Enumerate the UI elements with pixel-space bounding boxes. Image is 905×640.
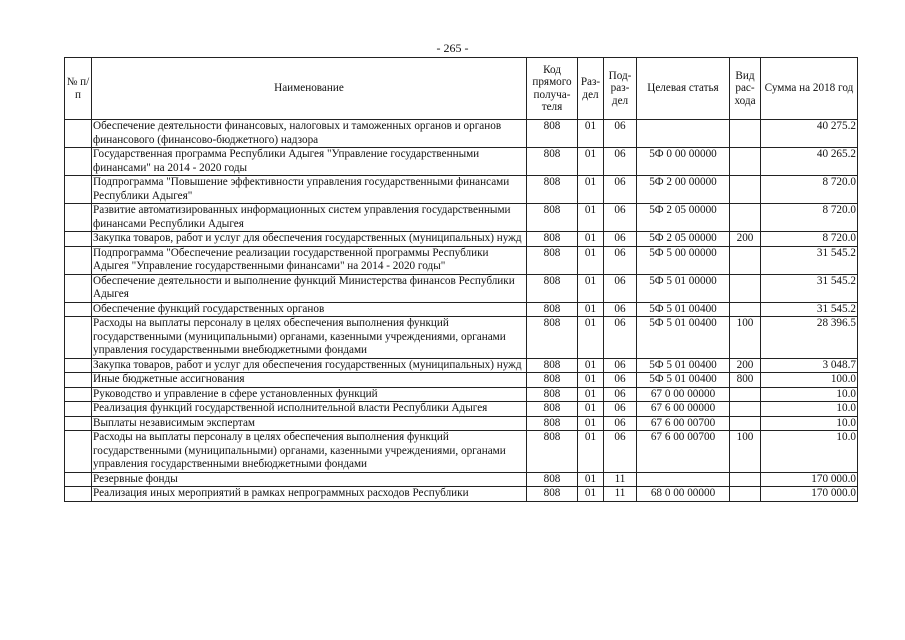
table-row <box>65 472 858 487</box>
cell-num <box>65 431 92 473</box>
cell-section: 01 <box>578 472 604 487</box>
header-amount: Сумма на 2018 год <box>761 58 858 120</box>
cell-subsection: 06 <box>604 431 637 473</box>
cell-section: 01 <box>578 302 604 317</box>
cell-expense: 800 <box>730 373 761 388</box>
cell-expense <box>730 472 761 487</box>
cell-expense: 200 <box>730 358 761 373</box>
cell-target: 5Ф 5 01 00400 <box>637 317 730 359</box>
cell-code: 808 <box>527 246 578 274</box>
cell-subsection: 06 <box>604 176 637 204</box>
cell-amount: 8 720.0 <box>761 176 858 204</box>
header-subsection: Под-раз-дел <box>604 58 637 120</box>
cell-subsection: 06 <box>604 317 637 359</box>
cell-num <box>65 246 92 274</box>
cell-amount: 40 275.2 <box>761 120 858 148</box>
cell-name: Закупка товаров, работ и услуг для обеспечения государственных (муниципальных) нужд <box>92 358 527 373</box>
cell-amount: 31 545.2 <box>761 246 858 274</box>
cell-code: 808 <box>527 317 578 359</box>
cell-name: Расходы на выплаты персоналу в целях обеспечения выполнения функций государственными (муниципальными) органами, казенными учреждениями, органами управления государственными внебюджетными фондами <box>92 317 527 359</box>
cell-section: 01 <box>578 317 604 359</box>
cell-code: 808 <box>527 487 578 502</box>
cell-name: Реализация иных мероприятий в рамках непрограммных расходов Республики <box>92 487 527 502</box>
cell-target: 5Ф 5 01 00000 <box>637 274 730 302</box>
cell-code: 808 <box>527 274 578 302</box>
cell-subsection: 06 <box>604 274 637 302</box>
cell-expense <box>730 416 761 431</box>
table-body <box>65 120 858 502</box>
cell-subsection: 11 <box>604 487 637 502</box>
cell-code: 808 <box>527 120 578 148</box>
cell-name: Обеспечение функций государственных органов <box>92 302 527 317</box>
cell-subsection: 06 <box>604 148 637 176</box>
cell-name: Обеспечение деятельности финансовых, налоговых и таможенных органов и органов финансового (финансово-бюджетного) надзора <box>92 120 527 148</box>
table-row <box>65 148 858 176</box>
cell-expense <box>730 302 761 317</box>
cell-section: 01 <box>578 246 604 274</box>
page-number: - 265 - <box>436 41 469 55</box>
cell-subsection: 06 <box>604 232 637 247</box>
cell-amount: 8 720.0 <box>761 232 858 247</box>
cell-expense <box>730 204 761 232</box>
cell-expense <box>730 246 761 274</box>
header-num: № п/п <box>65 58 92 120</box>
table-row <box>65 358 858 373</box>
cell-name: Руководство и управление в сфере установленных функций <box>92 387 527 402</box>
cell-section: 01 <box>578 416 604 431</box>
cell-subsection: 06 <box>604 358 637 373</box>
cell-target: 5Ф 2 05 00000 <box>637 204 730 232</box>
cell-code: 808 <box>527 472 578 487</box>
header-name: Наименование <box>92 58 527 120</box>
cell-num <box>65 204 92 232</box>
cell-subsection: 06 <box>604 387 637 402</box>
table-row <box>65 302 858 317</box>
cell-num <box>65 487 92 502</box>
cell-name: Резервные фонды <box>92 472 527 487</box>
cell-amount: 10.0 <box>761 387 858 402</box>
cell-expense <box>730 387 761 402</box>
cell-code: 808 <box>527 358 578 373</box>
cell-section: 01 <box>578 232 604 247</box>
header-code: Код прямого получа-теля <box>527 58 578 120</box>
table-row <box>65 402 858 417</box>
cell-num <box>65 302 92 317</box>
cell-subsection: 06 <box>604 373 637 388</box>
cell-amount: 31 545.2 <box>761 274 858 302</box>
cell-name: Обеспечение деятельности и выполнение функций Министерства финансов Республики Адыгея <box>92 274 527 302</box>
cell-num <box>65 148 92 176</box>
cell-name: Подпрограмма "Повышение эффективности управления государственными финансами Республики Адыгея" <box>92 176 527 204</box>
cell-target: 5Ф 5 00 00000 <box>637 246 730 274</box>
cell-code: 808 <box>527 431 578 473</box>
cell-target: 5Ф 5 01 00400 <box>637 358 730 373</box>
header-target: Целевая статья <box>637 58 730 120</box>
cell-name: Закупка товаров, работ и услуг для обеспечения государственных (муниципальных) нужд <box>92 232 527 247</box>
table-row <box>65 246 858 274</box>
cell-name: Реализация функций государственной исполнительной власти Республики Адыгея <box>92 402 527 417</box>
cell-amount: 40 265.2 <box>761 148 858 176</box>
cell-target: 5Ф 0 00 00000 <box>637 148 730 176</box>
header-section: Раз-дел <box>578 58 604 120</box>
cell-amount: 31 545.2 <box>761 302 858 317</box>
header-expense: Вид рас-хода <box>730 58 761 120</box>
cell-expense: 100 <box>730 431 761 473</box>
cell-target: 5Ф 5 01 00400 <box>637 373 730 388</box>
cell-code: 808 <box>527 302 578 317</box>
table-row <box>65 204 858 232</box>
cell-code: 808 <box>527 416 578 431</box>
cell-code: 808 <box>527 204 578 232</box>
cell-section: 01 <box>578 148 604 176</box>
cell-subsection: 06 <box>604 204 637 232</box>
table-header-row <box>65 58 858 120</box>
cell-target <box>637 472 730 487</box>
cell-num <box>65 120 92 148</box>
cell-section: 01 <box>578 120 604 148</box>
cell-num <box>65 358 92 373</box>
cell-amount: 170 000.0 <box>761 472 858 487</box>
cell-code: 808 <box>527 148 578 176</box>
table-row <box>65 232 858 247</box>
cell-amount: 10.0 <box>761 431 858 473</box>
cell-expense <box>730 148 761 176</box>
cell-section: 01 <box>578 387 604 402</box>
cell-name: Расходы на выплаты персоналу в целях обеспечения выполнения функций государственными (муниципальными) органами, казенными учреждениями, органами управления государственными внебюджетными фондами <box>92 431 527 473</box>
cell-section: 01 <box>578 358 604 373</box>
cell-section: 01 <box>578 487 604 502</box>
cell-num <box>65 387 92 402</box>
cell-target <box>637 120 730 148</box>
table-row <box>65 487 858 502</box>
table-row <box>65 373 858 388</box>
cell-subsection: 06 <box>604 402 637 417</box>
cell-expense: 200 <box>730 232 761 247</box>
cell-num <box>65 416 92 431</box>
cell-target: 67 6 00 00700 <box>637 431 730 473</box>
cell-target: 68 0 00 00000 <box>637 487 730 502</box>
cell-amount: 100.0 <box>761 373 858 388</box>
cell-section: 01 <box>578 431 604 473</box>
cell-num <box>65 232 92 247</box>
cell-target: 5Ф 2 00 00000 <box>637 176 730 204</box>
table-row <box>65 176 858 204</box>
cell-code: 808 <box>527 373 578 388</box>
cell-target: 67 6 00 00700 <box>637 416 730 431</box>
cell-expense <box>730 402 761 417</box>
cell-name: Подпрограмма "Обеспечение реализации государственной программы Республики Адыгея "Управление государственными финансами" на 2014 - 2020 годы" <box>92 246 527 274</box>
cell-amount: 10.0 <box>761 402 858 417</box>
cell-subsection: 11 <box>604 472 637 487</box>
cell-expense: 100 <box>730 317 761 359</box>
table-row <box>65 431 858 473</box>
table-row <box>65 317 858 359</box>
cell-expense <box>730 487 761 502</box>
cell-section: 01 <box>578 204 604 232</box>
cell-amount: 3 048.7 <box>761 358 858 373</box>
cell-name: Иные бюджетные ассигнования <box>92 373 527 388</box>
cell-target: 5Ф 5 01 00400 <box>637 302 730 317</box>
cell-amount: 28 396.5 <box>761 317 858 359</box>
cell-code: 808 <box>527 232 578 247</box>
cell-section: 01 <box>578 402 604 417</box>
table-row <box>65 387 858 402</box>
cell-code: 808 <box>527 387 578 402</box>
cell-target: 67 6 00 00000 <box>637 402 730 417</box>
cell-num <box>65 176 92 204</box>
cell-num <box>65 472 92 487</box>
cell-num <box>65 274 92 302</box>
cell-code: 808 <box>527 402 578 417</box>
cell-section: 01 <box>578 274 604 302</box>
cell-target: 5Ф 2 05 00000 <box>637 232 730 247</box>
cell-amount: 8 720.0 <box>761 204 858 232</box>
cell-code: 808 <box>527 176 578 204</box>
table-row <box>65 274 858 302</box>
cell-name: Развитие автоматизированных информационных систем управления государственными финансами Республики Адыгея <box>92 204 527 232</box>
cell-target: 67 0 00 00000 <box>637 387 730 402</box>
cell-section: 01 <box>578 373 604 388</box>
cell-subsection: 06 <box>604 246 637 274</box>
cell-subsection: 06 <box>604 120 637 148</box>
cell-subsection: 06 <box>604 416 637 431</box>
cell-num <box>65 317 92 359</box>
cell-expense <box>730 274 761 302</box>
cell-subsection: 06 <box>604 302 637 317</box>
table-row <box>65 416 858 431</box>
cell-expense <box>730 176 761 204</box>
cell-expense <box>730 120 761 148</box>
cell-name: Государственная программа Республики Адыгея "Управление государственными финансами" на 2014 - 2020 годы <box>92 148 527 176</box>
cell-amount: 10.0 <box>761 416 858 431</box>
table-row <box>65 120 858 148</box>
cell-num <box>65 402 92 417</box>
cell-name: Выплаты независимым экспертам <box>92 416 527 431</box>
budget-table <box>64 57 858 502</box>
cell-section: 01 <box>578 176 604 204</box>
cell-amount: 170 000.0 <box>761 487 858 502</box>
cell-num <box>65 373 92 388</box>
